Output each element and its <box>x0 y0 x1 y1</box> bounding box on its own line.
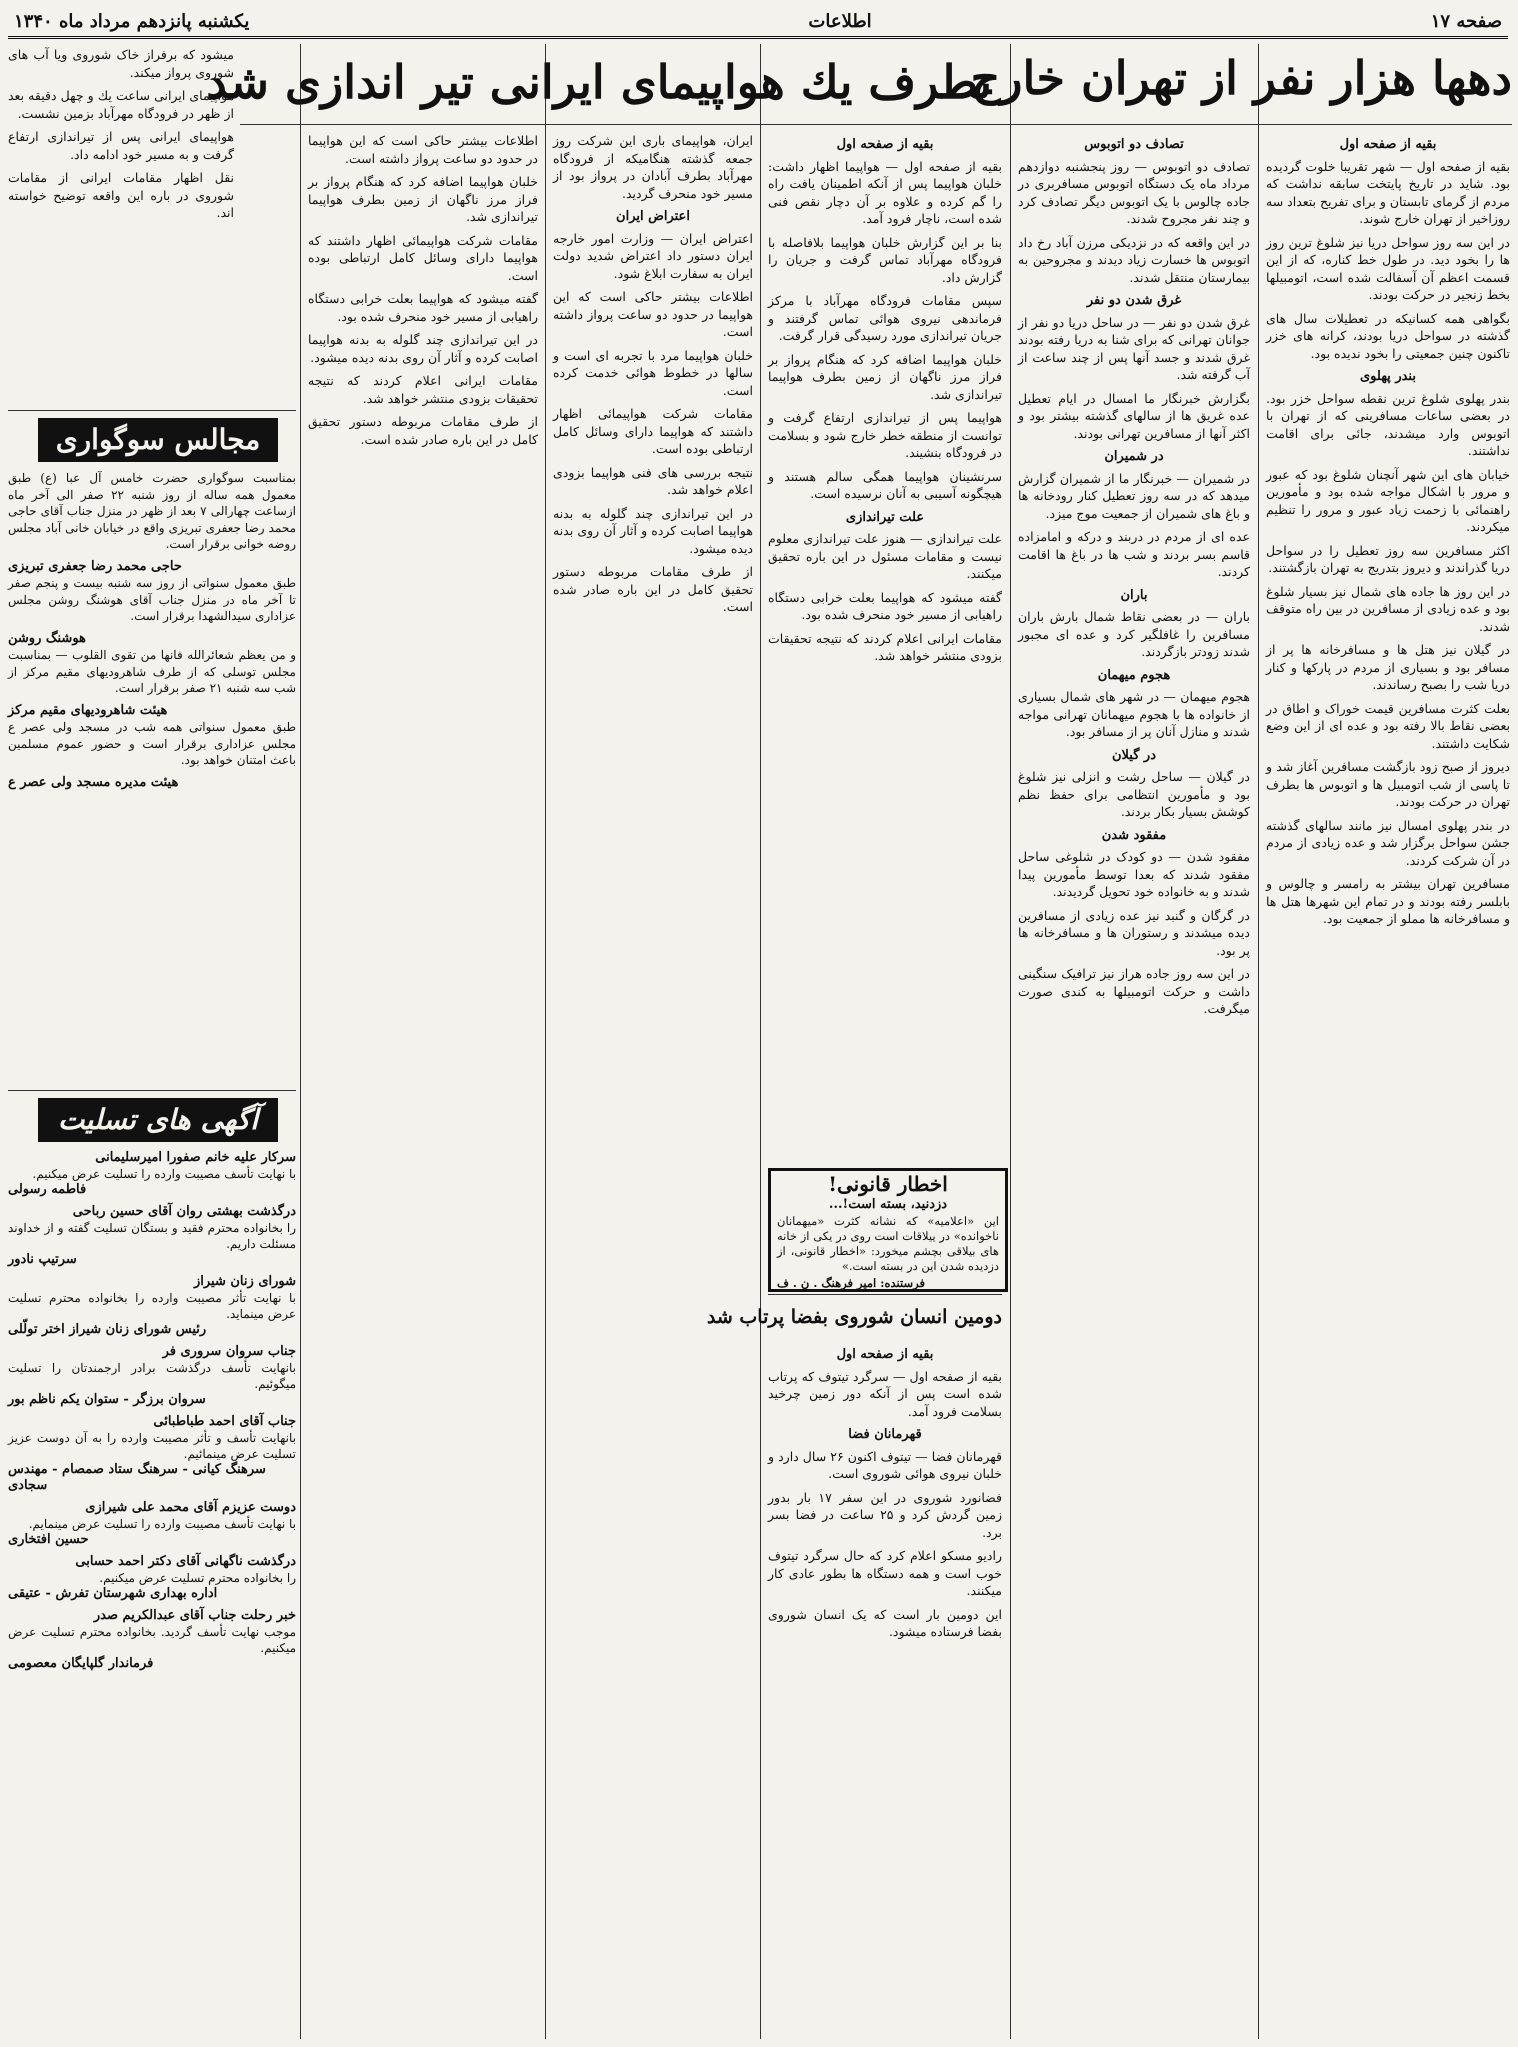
paragraph: هواپیمای ایرانی پس از تیراندازی ارتفاع گرفت و به مسیر خود ادامه داد. <box>8 129 234 162</box>
headline-soviet-space: دومین انسان شوروی بفضا پرتاب شد <box>706 1306 1002 1328</box>
condolence-notices <box>8 1150 296 2037</box>
paragraph: نقل اظهار مقامات ایرانی از مقامات شوروی در باره این واقعه توضیح خواسته اند. <box>8 170 234 220</box>
paragraph: گفته میشود که هواپیما بعلت خرابی دستگاه راهیابی از مسیر خود منحرف شده بود. <box>308 291 538 324</box>
notice-signature: سروان برزگر - ستوان یکم ناظم بور <box>8 1392 206 1407</box>
notice-signature: هیئت مدیره مسجد ولی عصر ع <box>8 774 179 790</box>
notice-signature: سرهنگ کیانی - سرهنگ ستاد صمصام - مهندس سجادی <box>8 1462 266 1493</box>
paragraph: در گرگان و گنبد نیز عده زیادی از مسافرین دیده میشدند و رستوران ها و مسافرخانه ها پر بود. <box>1018 907 1250 958</box>
headline-exodus: دهها هزار نفر از تهران خارج <box>970 51 1512 105</box>
notice-head: سرکار علیه خانم صفورا امیرسلیمانی <box>95 1150 296 1165</box>
notice-signature: هوشنگ روشن <box>8 630 86 646</box>
legal-notice-sender: فرستنده: امیر فرهنگ . ن . ف <box>777 1276 925 1290</box>
paragraph: مفقود شدن — دو کودک در شلوغی ساحل مفقود شدند که بعدا توسط مأمورین پیدا شدند و به خانواده خود تحویل گردیدند. <box>1018 849 1250 899</box>
mourning-title: مجالس سوگواری <box>38 418 278 462</box>
headline-rule <box>240 124 1512 125</box>
paragraph: در گیلان — ساحل رشت و انزلی نیز شلوغ بود و مأمورین انتظامی برای حفظ نظم کوشش بسیار بکار بردند. <box>1018 769 1250 819</box>
paragraph: در این روز ها جاده های شمال نیز بسیار شلوغ بود و عده زیادی از مسافرین در بین راه متوقف شدند. <box>1266 583 1510 634</box>
notice-body: بانهایت تأسف درگذشت برادر ارجمندتان را تسلیت میگوئیم. <box>8 1361 296 1391</box>
paper-name: اطلاعات <box>808 10 872 32</box>
paragraph: مقامات شرکت هواپیمائی اظهار داشتند که هواپیما دارای وسائل کامل ارتباطی بوده است. <box>308 232 538 283</box>
paragraph: در این واقعه که در نزدیکی مرزن آباد رخ داد اتوبوس ها خسارت زیاد دیدند و مجروحین به بیمارستان منتقل شدند. <box>1018 234 1250 285</box>
condolence-notice <box>8 1344 296 1408</box>
column-exodus <box>1266 132 1510 2037</box>
notice-head: جناب سروان سروری فر <box>162 1344 296 1359</box>
issue-date: یکشنبه پانزدهم مرداد ماه ۱۳۴۰ <box>14 10 250 32</box>
paragraph: هجوم میهمان — در شهر های شمال بسیاری از خانواده ها با هجوم میهمانان تهرانی مواجه شدند و منازل آنان پر از مسافر بود. <box>1018 689 1250 739</box>
paragraph: بندر پهلوی شلوغ ترین نقطه سواحل خزر بود. در بعضی ساعات مسافرینی که از تهران با اتوبوس وارد میشدند، جائی برای اقامت نداشتند. <box>1266 390 1510 458</box>
column-rule <box>760 44 761 2039</box>
paragraph: بقیه از صفحه اول — سرگرد تیتوف که پرتاب شده است پس از آنکه دور زمین چرخید بسلامت فرود آمد. <box>768 1368 1002 1419</box>
notice-signature: حاجی محمد رضا جعفری تبریزی <box>8 558 182 574</box>
notice-head: درگذشت ناگهانی آقای دکتر احمد حسابی <box>75 1554 296 1569</box>
continued-label: بقیه از صفحه اول <box>836 137 934 152</box>
condolence-notice <box>8 1500 296 1548</box>
paragraph: در بندر پهلوی امسال نیز مانند سالهای گذشته جشن سواحل برگزار شد و عده زیادی از مردم در آن شرکت کردند. <box>1266 817 1510 868</box>
notice-head: شورای زنان شیراز <box>193 1274 296 1289</box>
headline-plane-shot: بطرف یك هواپیمای ایرانی تیر اندازی شد <box>206 55 992 109</box>
paragraph: بگواهی همه کسانیکه در تعطیلات سال های گذشته در سواحل دریا بودند، کرانه های خزر تاکنون چنین جمعیتی را بخود ندیده بود. <box>1266 310 1510 361</box>
subhead: بندر پهلوی <box>1360 369 1416 384</box>
column-rule <box>300 44 301 2039</box>
paragraph: سپس مقامات فرودگاه مهرآباد با مرکز فرماندهی نیروی هوائی تماس گرفتند و جریان تیراندازی مورد رسیدگی قرار گرفت. <box>768 293 1002 343</box>
notice-signature: سرتیپ نادور <box>8 1252 77 1267</box>
subhead: غرق شدن دو نفر <box>1086 293 1182 308</box>
paragraph: در شمیران — خبرنگار ما از شمیران گزارش میدهد که در سه روز تعطیل کنار رودخانه ها و باغ های شمیران از جمعیت موج میزد. <box>1018 470 1250 521</box>
paragraph: بعلت کثرت مسافرین قیمت خوراک و اطاق در بعضی نقاط بالا رفته بود و عده ای از این وضع شکایت داشتند. <box>1266 700 1510 751</box>
paragraph: دیروز از صبح زود بازگشت مسافرین آغاز شد و تا پاسی از شب اتومبیل ها و اتوبوس ها بطرف تهران در حرکت بودند. <box>1266 759 1510 809</box>
notice-body: را بخانواده محترم تسلیت عرض میکنیم. <box>99 1571 296 1585</box>
column-plane-2 <box>553 132 753 2037</box>
paragraph: باران — در بعضی نقاط شمال بارش باران مسافرین را غافلگیر کرد و عده ای مجبور شدند زودتر بازگردند. <box>1018 609 1250 659</box>
paragraph: در این سه روز سواحل دریا نیز شلوغ ترین روز ها را بخود دید. در طول خط کناره، که از این قسمت اعظم آن آسفالت شده است، اتومبیلها بخط زنجیر در حرکت بودند. <box>1266 234 1510 302</box>
paragraph: از طرف مقامات مربوطه دستور تحقیق کامل در این باره صادر شده است. <box>553 564 753 614</box>
paragraph: در این تیراندازی چند گلوله به بدنه هواپیما اصابت کرده و آثار آن روی بدنه دیده میشود. <box>308 332 538 365</box>
paragraph: غرق شدن دو نفر — در ساحل دریا دو نفر از جوانان تهرانی که برای شنا به دریا رفته بودند غرق شدند و جسد آنها پس از چند ساعت از آب گرفته شد. <box>1018 314 1250 382</box>
paragraph: اکثر مسافرین سه روز تعطیل را در سواحل دریا گذراندند و دیروز بتدریج به تهران بازگشتند. <box>1266 542 1510 575</box>
condolence-notice <box>8 1150 296 1198</box>
paragraph: در این سه روز جاده هراز نیز ترافیک سنگینی داشت و حرکت اتومبیلها به کندی صورت میگرفت. <box>1018 966 1250 1016</box>
paragraph: قهرمانان فضا — تیتوف اکنون ۲۶ سال دارد و خلبان نیروی هوائی شوروی است. <box>768 1448 1002 1481</box>
notice-signature: فرماندار گلپایگان معصومی <box>8 1656 154 1671</box>
subhead: قهرمانان فضا <box>848 1427 922 1442</box>
paragraph: هواپیما پس از تیراندازی ارتفاع گرفت و توانست از منطقه خطر خارج شود و بسلامت در فرودگاه بنشیند. <box>768 410 1002 460</box>
page-number: صفحه ۱۷ <box>1430 10 1502 32</box>
notice-signature: هیئت شاهرودیهای مقیم مرکز <box>8 702 168 718</box>
section-rule <box>8 1090 296 1091</box>
paragraph: خلبان هواپیما اضافه کرد که هنگام پرواز بر فراز مرز ناگهان از زمین بطرف هواپیما تیراندازی شد. <box>768 351 1002 402</box>
paragraph: مقامات ایرانی اعلام کردند که نتیجه تحقیقات بزودی منتشر خواهد شد. <box>308 373 538 406</box>
condolence-title: آگهی های تسلیت <box>38 1098 278 1142</box>
column-exodus-2 <box>1018 132 1250 2037</box>
condolence-notice <box>8 1554 296 1602</box>
paragraph: مسافرین تهران بیشتر به رامسر و چالوس و بابلسر رفته بودند و در تمام این شهرها هتل ها و مسافرخانه ها مملو از جمعیت بود. <box>1266 876 1510 926</box>
condolence-notice <box>8 1204 296 1268</box>
paragraph: خیابان های این شهر آنچنان شلوغ بود که عبور و مرور با اشکال مواجه شده بود و مأمورین راهنمائی با زحمت زیاد عبور و مرور را تنظیم میکردند. <box>1266 466 1510 534</box>
notice-body: موجب نهایت تأسف گردید. بخانواده محترم تسلیت عرض میکنیم. <box>8 1625 296 1655</box>
notice-head: دوست عزیزم آقای محمد علی شیرازی <box>85 1500 296 1515</box>
paragraph: خلبان هواپیما مرد با تجربه ای است و سالها در خطوط هوائی خدمت کرده است. <box>553 347 753 398</box>
paragraph: مقامات شرکت هواپیمائی اظهار داشتند که هواپیما دارای وسائل کامل ارتباطی بوده است. <box>553 406 753 456</box>
paragraph: اعتراض ایران — وزارت امور خارجه ایران دستور داد اعتراض شدید دولت ایران به سفارت ابلاغ شود. <box>553 230 753 281</box>
mourning-notice: طبق معمول سنواتی از روز سه شنبه بیست و پنجم صفر تا آخر ماه در منزل جناب آقای هوشنگ روشن مجلس عزاداری سیدالشهدا برقرار است. <box>8 576 296 623</box>
paragraph: سرنشینان هواپیما همگی سالم هستند و هیچگونه آسیبی به آنان نرسیده است. <box>768 468 1002 501</box>
notice-body: بانهایت تأسف و تأثر مصیبت وارده را به آن دوست عزیز تسلیت عرض مینمائیم. <box>8 1431 296 1461</box>
paragraph: در این تیراندازی چند گلوله به بدنه هواپیما اصابت کرده و آثار آن روی بدنه دیده میشود. <box>553 505 753 556</box>
paragraph: گفته میشود که هواپیما بعلت خرابی دستگاه راهیابی از مسیر خود منحرف شده بود. <box>768 589 1002 622</box>
paragraph: میشود که برفراز خاک شوروی ویا آب های شوروی پرواز میکند. <box>8 47 234 80</box>
paragraph: فضانورد شوروی در این سفر ۱۷ بار بدور زمین گردش کرد و ۲۵ ساعت در فضا بسر برد. <box>768 1489 1002 1540</box>
condolence-notice <box>8 1608 296 1672</box>
paragraph: بقیه از صفحه اول — شهر تقریبا خلوت گردیده بود. شاید در تاریخ پایتخت سابقه نداشت که مردم از گرمای تابستان و برای تفریح بتعداد سه روزاخیر از تهران خارج شوند. <box>1266 158 1510 226</box>
subhead: در شمیران <box>1104 449 1164 464</box>
notice-body: با نهایت تأسف مصیبت وارده را تسلیت عرض مینمایم. <box>28 1517 296 1531</box>
notice-head: خبر رحلت جناب آقای عبدالکریم صدر <box>93 1608 296 1623</box>
paragraph: این دومین بار است که یک انسان شوروی بفضا فرستاده میشود. <box>768 1606 1002 1639</box>
notice-head: جناب آقای احمد طباطبائی <box>153 1414 296 1429</box>
section-rule <box>8 410 296 411</box>
condolence-notice <box>8 1274 296 1338</box>
subhead: باران <box>1120 587 1148 603</box>
section-rule <box>768 1294 1002 1295</box>
paragraph: رادیو مسکو اعلام کرد که حال سرگرد تیتوف خوب است و همه دستگاه ها بطور عادی کار میکنند. <box>768 1548 1002 1598</box>
subhead: علت تیراندازی <box>845 509 925 525</box>
paragraph: خلبان هواپیما اضافه کرد که هنگام پرواز بر فراز مرز ناگهان از زمین بطرف هواپیما تیراندازی شد. <box>308 174 538 224</box>
notice-signature: فاطمه رسولی <box>8 1182 87 1197</box>
column-plane-3 <box>308 132 538 2037</box>
column-rule <box>545 44 546 2039</box>
mourning-notice: و من یعظم شعائرالله فانها من تقوی القلوب — بمناسبت مجلس توسلی که از طرف شاهرودیهای مقیم مرکز از شب سه شنبه ۲۱ صفر برقرار است. <box>8 648 296 695</box>
continued-label: بقیه از صفحه اول <box>836 1347 934 1362</box>
masthead <box>8 6 1508 39</box>
legal-notice-box <box>768 1168 1008 1292</box>
notice-body: با نهایت تأسف مصیبت وارده را تسلیت عرض میکنیم. <box>32 1167 296 1181</box>
notice-body: را بخانواده محترم فقید و بستگان تسلیت گفته و از خداوند مسئلت داریم. <box>8 1221 296 1251</box>
paragraph: ایران، هواپیمای باری این شرکت روز جمعه گذشته هنگامیکه از فرودگاه مهرآباد بطرف آبادان در پرواز بود از مسیر خود منحرف گردید. <box>553 133 753 201</box>
legal-notice-title: اخطار قانونی! <box>828 1172 948 1196</box>
mourning-notice: طبق معمول سنواتی همه شب در مسجد ولی عصر ع مجلس عزاداری برقرار است و حضور عموم مسلمین باعث امتنان خواهد بود. <box>8 720 296 767</box>
paragraph: بقیه از صفحه اول — هواپیما اظهار داشت: خلبان هواپیما پس از آنکه اطمینان یافت راه را گم کرده و علاوه بر آن دچار نقص فنی شده است، ناچار فرود آمد. <box>768 158 1002 226</box>
legal-notice-subtitle: دزدنید، بسته است!... <box>828 1197 948 1212</box>
column-soviet <box>768 1342 1002 2037</box>
mourning-notices <box>8 470 296 1070</box>
notice-signature: حسین افتخاری <box>8 1532 89 1547</box>
subhead: در گیلان <box>1111 747 1156 763</box>
paragraph: علت تیراندازی — هنوز علت تیراندازی معلوم نیست و مقامات مسئول در این باره تحقیق میکنند. <box>768 531 1002 581</box>
paragraph: اطلاعات بیشتر حاکی است که این هواپیما در حدود دو ساعت پرواز داشته است. <box>308 133 538 166</box>
notice-signature: اداره بهداری شهرستان تفرش - عتیقی <box>8 1586 218 1601</box>
subhead: هجوم میهمان <box>1097 667 1171 683</box>
notice-head: درگذشت بهشتی روان آقای حسین رباحی <box>72 1204 296 1219</box>
column-left-top <box>8 46 234 406</box>
paragraph: مقامات ایرانی اعلام کردند که نتیجه تحقیقات بزودی منتشر خواهد شد. <box>768 630 1002 663</box>
mourning-notice: بمناسبت سوگواری حضرت خامس آل عبا (ع) طبق معمول همه ساله از روز شنبه ۲۲ صفر الی آخر ماه ازساعت چهارالی ۷ بعد از ظهر در منزل جناب آقای حاجی محمد رضا جعفری تبریزی واقع در خیابان خانی آباد مجلس روضه خوانی برقرار است. <box>8 471 297 551</box>
paragraph: در گیلان نیز هتل ها و مسافرخانه ها پر از مسافر بود و بسیاری از مردم در پارکها و کنار دریا شب را بصبح رساندند. <box>1266 642 1510 692</box>
column-rule <box>1010 44 1011 2039</box>
continued-label: بقیه از صفحه اول <box>1339 137 1437 152</box>
notice-signature: رئیس شورای زنان شیراز اختر تولّلی <box>8 1322 207 1337</box>
subhead: تصادف دو اتوبوس <box>1084 137 1184 152</box>
paragraph: از طرف مقامات مربوطه دستور تحقیق کامل در این باره صادر شده است. <box>308 414 538 447</box>
paragraph: تصادف دو اتوبوس — روز پنجشنبه دوازدهم مرداد ماه یک دستگاه اتوبوس مسافربری در جاده چالوس با یک اتوبوس دیگر تصادف کرد و چند نفر مجروح شدند. <box>1018 158 1250 226</box>
paragraph: نتیجه بررسی های فنی هواپیما بزودی اعلام خواهد شد. <box>553 464 753 497</box>
legal-notice-text: این «اعلامیه» که نشانه کثرت «میهمانان ناخوانده» در ییلاقات است روی در یکی از خانه های بیلاقی بچشم میخورد: «اخطار قانونی، از دزدیده شدن این در بسته است.» <box>777 1214 999 1273</box>
notice-body: با نهایت تأثر مصیبت وارده را بخانواده محترم تسلیت عرض مینماید. <box>8 1291 296 1321</box>
paragraph: عده ای از مردم در دربند و درکه و امامزاده قاسم بسر بردند و شب ها در باغ ها اقامت کردند. <box>1018 529 1250 579</box>
subhead: اعتراض ایران <box>616 209 690 224</box>
paragraph: هواپیمای ایرانی ساعت یك و چهل دقیقه بعد از ظهر در فرودگاه مهرآباد بزمین نشست. <box>8 88 234 121</box>
paragraph: بگزارش خبرنگار ما امسال در ایام تعطیل عده غریق ها از سالهای گذشته بیشتر بود و اکثر آنها از مسافرین تهرانی بودند. <box>1018 390 1250 441</box>
paragraph: اطلاعات بیشتر حاکی است که این هواپیما در حدود دو ساعت پرواز داشته است. <box>553 289 753 339</box>
column-plane <box>768 132 1002 1162</box>
condolence-notice <box>8 1414 296 1494</box>
paragraph: بنا بر این گزارش خلبان هواپیما بلافاصله با فرودگاه مهرآباد تماس گرفت و جریان را گزارش داد. <box>768 234 1002 285</box>
column-rule <box>1258 44 1259 2039</box>
subhead: مفقود شدن <box>1101 827 1167 843</box>
